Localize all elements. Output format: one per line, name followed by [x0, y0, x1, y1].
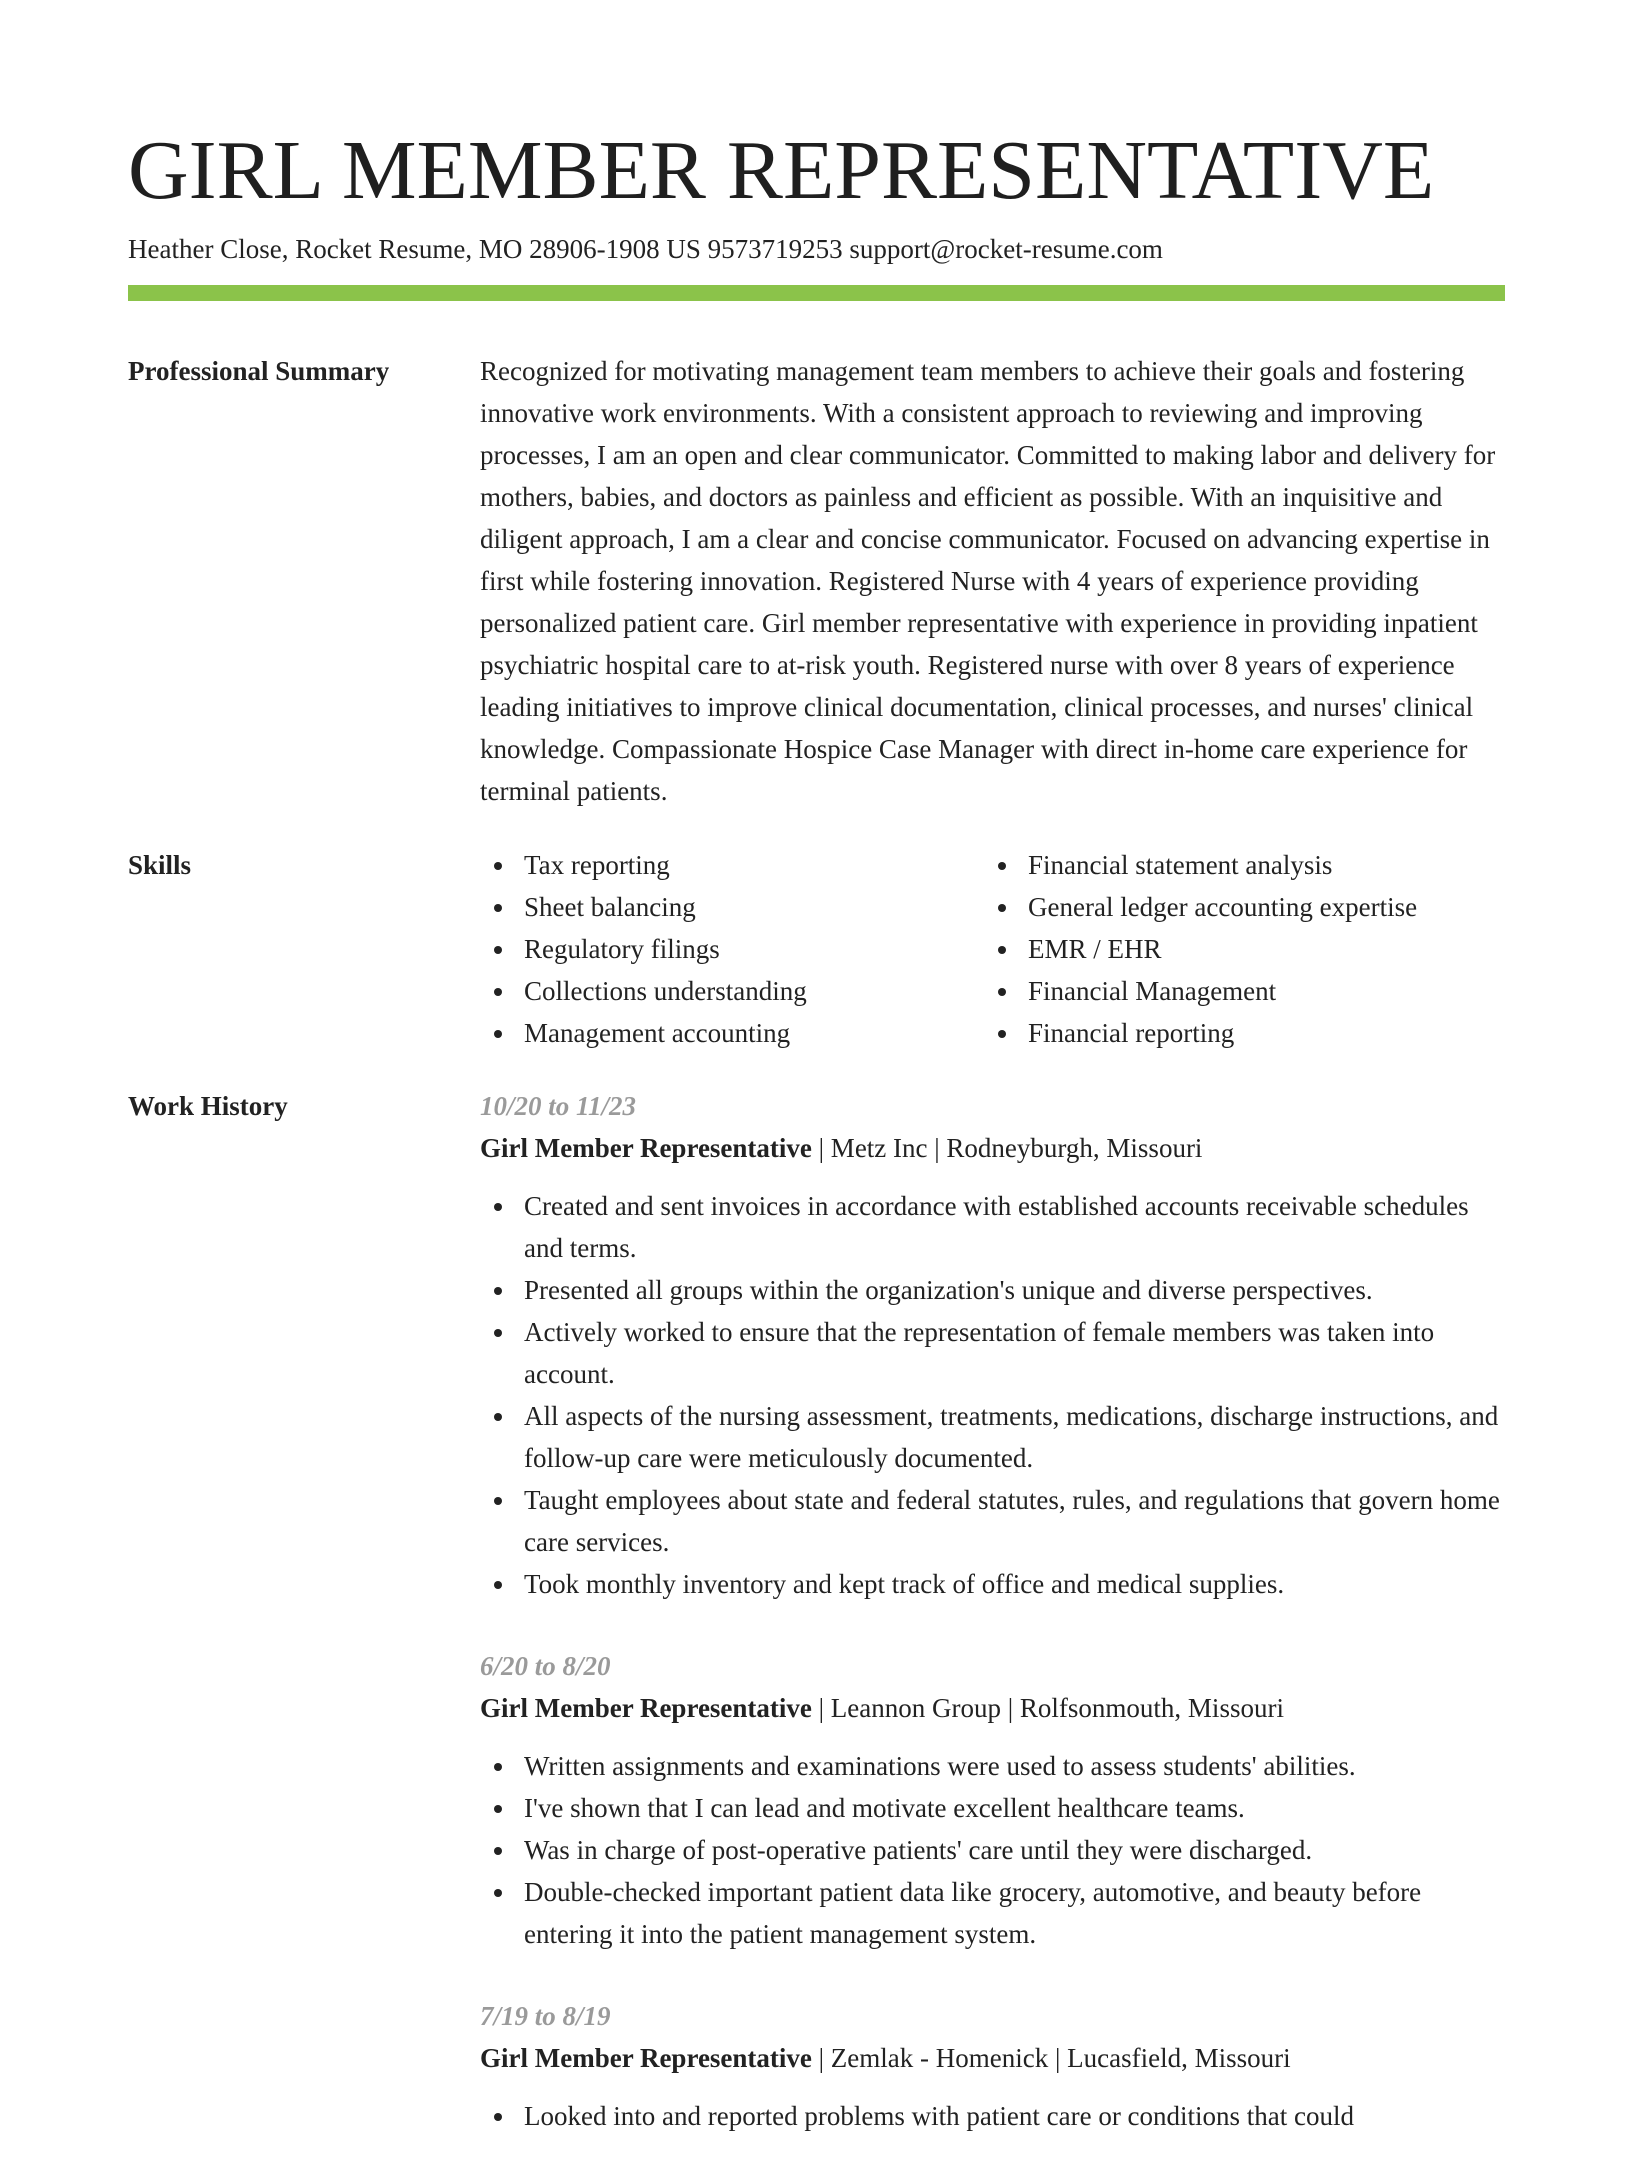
job-details: | Metz Inc | Rodneyburgh, Missouri — [811, 1133, 1203, 1163]
job-bullet: All aspects of the nursing assessment, treatments, medications, discharge instructions, and follow-up care were meticulously documented. — [480, 1395, 1505, 1479]
job-title: Girl Member Representative — [480, 1693, 812, 1723]
job-dates: 6/20 to 8/20 — [480, 1651, 611, 1681]
job-bullet: Double-checked important patient data like grocery, automotive, and beauty before entering it into the patient management system. — [480, 1871, 1505, 1955]
summary-heading: Professional Summary — [128, 356, 390, 386]
job-bullet: Actively worked to ensure that the representation of female members was taken into account. — [480, 1311, 1505, 1395]
skills-grid — [480, 844, 1505, 1054]
skills-heading: Skills — [128, 850, 192, 880]
job-entry — [480, 1995, 1505, 2137]
job-heading — [480, 2037, 1505, 2079]
job-dates: 10/20 to 11/23 — [480, 1091, 637, 1121]
skill-item: Tax reporting — [480, 844, 984, 886]
summary-text: Recognized for motivating management team members to achieve their goals and fostering innovative work environments. With a consistent approach to reviewing and improving processes, I am an open and clear communicator. Committed to making labor and delivery for mothers, babies, and doctors as painless and efficient as possible. With an inquisitive and diligent approach, I am a clear and concise communicator. Focused on advancing expertise in first while fostering innovation. Registered Nurse with 4 years of experience providing personalized patient care. Girl member representative with experience in providing inpatient psychiatric hospital care to at-risk youth. Registered nurse with over 8 years of experience leading initiatives to improve clinical documentation, clinical processes, and nurses' clinical knowledge. Compassionate Hospice Case Manager with direct in-home care experience for terminal patients. — [480, 356, 1496, 806]
job-bullet: Was in charge of post-operative patients' care until they were discharged. — [480, 1829, 1505, 1871]
skill-item: General ledger accounting expertise — [984, 886, 1488, 928]
job-bullet: Created and sent invoices in accordance with established accounts receivable schedules and terms. — [480, 1185, 1505, 1269]
skill-item: Collections understanding — [480, 970, 984, 1012]
job-details: | Leannon Group | Rolfsonmouth, Missouri — [811, 1693, 1284, 1723]
job-heading — [480, 1687, 1505, 1729]
job-bullet: I've shown that I can lead and motivate excellent healthcare teams. — [480, 1787, 1505, 1829]
skill-item: Financial statement analysis — [984, 844, 1488, 886]
job-title: Girl Member Representative — [480, 1133, 812, 1163]
work-history-heading: Work History — [128, 1091, 288, 1121]
skill-item: Management accounting — [480, 1012, 984, 1054]
skill-item: Financial reporting — [984, 1012, 1488, 1054]
job-title: Girl Member Representative — [480, 2043, 812, 2073]
skill-item: Sheet balancing — [480, 886, 984, 928]
resume-name: GIRL MEMBER REPRESENTATIVE — [128, 124, 1435, 217]
skills-left-list — [480, 844, 984, 1054]
job-dates: 7/19 to 8/19 — [480, 2001, 611, 2031]
job-bullet: Written assignments and examinations were used to assess students' abilities. — [480, 1745, 1505, 1787]
job-heading — [480, 1127, 1505, 1169]
skill-item: Regulatory filings — [480, 928, 984, 970]
job-bullets — [480, 1745, 1505, 1955]
skill-item: Financial Management — [984, 970, 1488, 1012]
accent-divider — [128, 285, 1505, 301]
job-bullet: Taught employees about state and federal statutes, rules, and regulations that govern home care services. — [480, 1479, 1505, 1563]
job-details: | Zemlak - Homenick | Lucasfield, Missouri — [811, 2043, 1291, 2073]
job-bullet: Took monthly inventory and kept track of office and medical supplies. — [480, 1563, 1505, 1605]
contact-line: Heather Close, Rocket Resume, MO 28906-1908 US 9573719253 support@rocket-resume.com — [128, 234, 1163, 264]
skills-right-list — [984, 844, 1488, 1054]
job-entry — [480, 1085, 1505, 1605]
job-bullets — [480, 2095, 1505, 2137]
job-bullet: Presented all groups within the organization's unique and diverse perspectives. — [480, 1269, 1505, 1311]
job-bullets — [480, 1185, 1505, 1605]
job-entry — [480, 1645, 1505, 1955]
job-bullet: Looked into and reported problems with patient care or conditions that could — [480, 2095, 1505, 2137]
skill-item: EMR / EHR — [984, 928, 1488, 970]
